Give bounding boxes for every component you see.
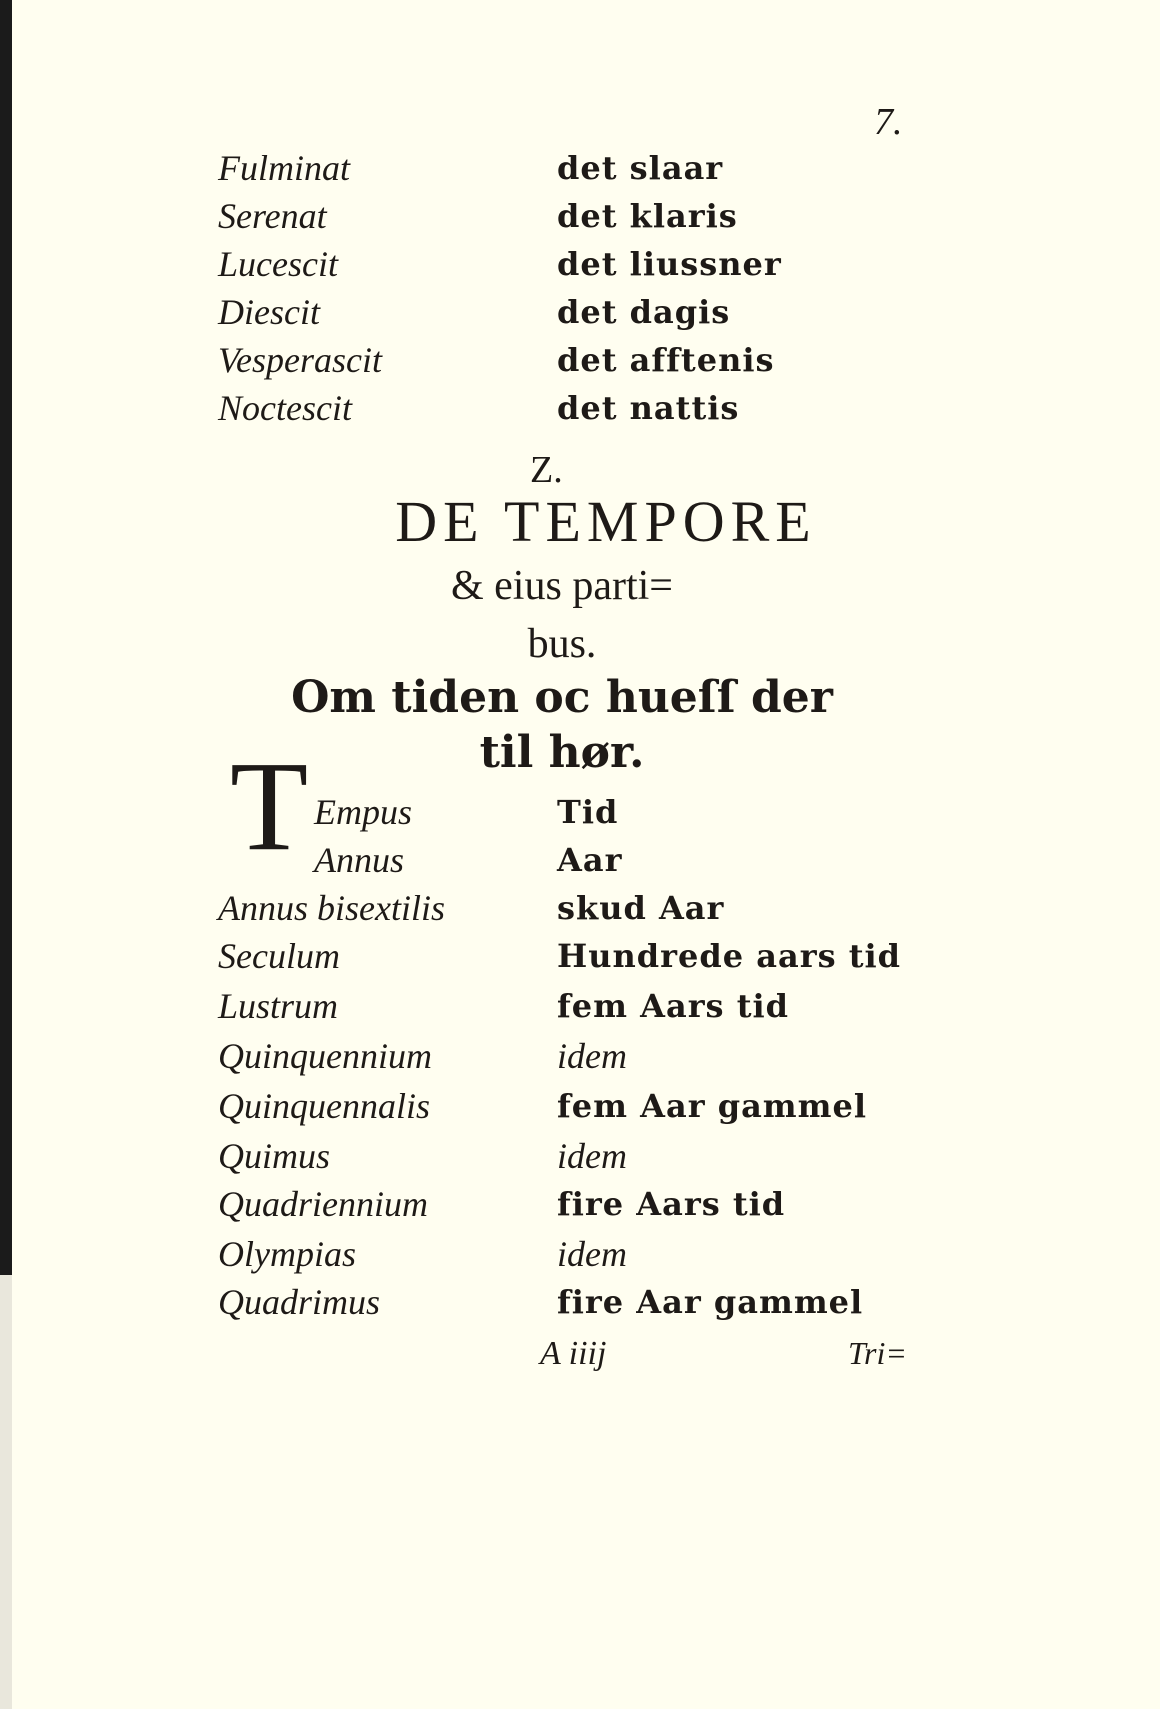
danish-gloss: Tid — [557, 793, 619, 831]
latin-word: Empus — [314, 792, 412, 832]
section-title: DE TEMPORE — [395, 489, 817, 554]
latin-word: Quinquennium — [218, 1036, 432, 1076]
latin-word: Vesperascit — [218, 340, 382, 380]
danish-gloss: det dagis — [557, 293, 731, 331]
latin-word: Fulminat — [218, 148, 350, 188]
danish-gloss: fem Aars tid — [557, 987, 790, 1025]
danish-gloss: det slaar — [557, 149, 724, 187]
danish-gloss: det klaris — [557, 197, 738, 235]
latin-word: Diescit — [218, 292, 320, 332]
latin-word: Quadriennium — [218, 1184, 428, 1224]
latin-word: Serenat — [218, 196, 327, 236]
danish-gloss: idem — [557, 1234, 627, 1274]
latin-word: Quimus — [218, 1136, 331, 1176]
section-number: Z. — [530, 449, 563, 491]
drop-cap: T — [230, 735, 309, 877]
latin-word: Seculum — [218, 936, 340, 976]
danish-title-line-1: Om tiden oc hueſſ der — [291, 672, 833, 723]
signature-mark: A iiij — [540, 1335, 607, 1372]
danish-gloss: det nattis — [557, 389, 740, 427]
danish-gloss: idem — [557, 1036, 627, 1076]
section-subtitle-line-2: bus. — [527, 621, 597, 667]
latin-word: Lustrum — [218, 986, 339, 1026]
latin-word: Lucescit — [218, 244, 338, 284]
danish-gloss: skud Aar — [557, 889, 725, 927]
latin-word: Noctescit — [218, 388, 352, 428]
catchword: Tri= — [848, 1335, 907, 1371]
danish-title-line-2: til hør. — [479, 727, 645, 778]
latin-word: Quinquennalis — [218, 1086, 430, 1126]
latin-word: Annus bisextilis — [218, 888, 445, 928]
latin-word: Olympias — [218, 1234, 356, 1274]
danish-gloss: det afftenis — [557, 341, 775, 379]
scan-binding-edge-lower — [0, 1275, 12, 1709]
danish-gloss: fire Aar gammel — [557, 1283, 864, 1321]
latin-word: Quadrimus — [218, 1282, 381, 1322]
danish-gloss: idem — [557, 1136, 627, 1176]
latin-word: Annus — [314, 840, 404, 880]
danish-gloss: fire Aars tid — [557, 1185, 786, 1223]
danish-gloss: fem Aar gammel — [557, 1087, 868, 1125]
danish-gloss: Hundrede aars tid — [557, 937, 902, 975]
danish-gloss: det liussner — [557, 245, 782, 283]
page-number: 7. — [874, 101, 903, 143]
danish-gloss: Aar — [557, 841, 623, 879]
section-subtitle-line-1: & eius parti= — [451, 563, 673, 609]
book-page — [12, 0, 1160, 1709]
